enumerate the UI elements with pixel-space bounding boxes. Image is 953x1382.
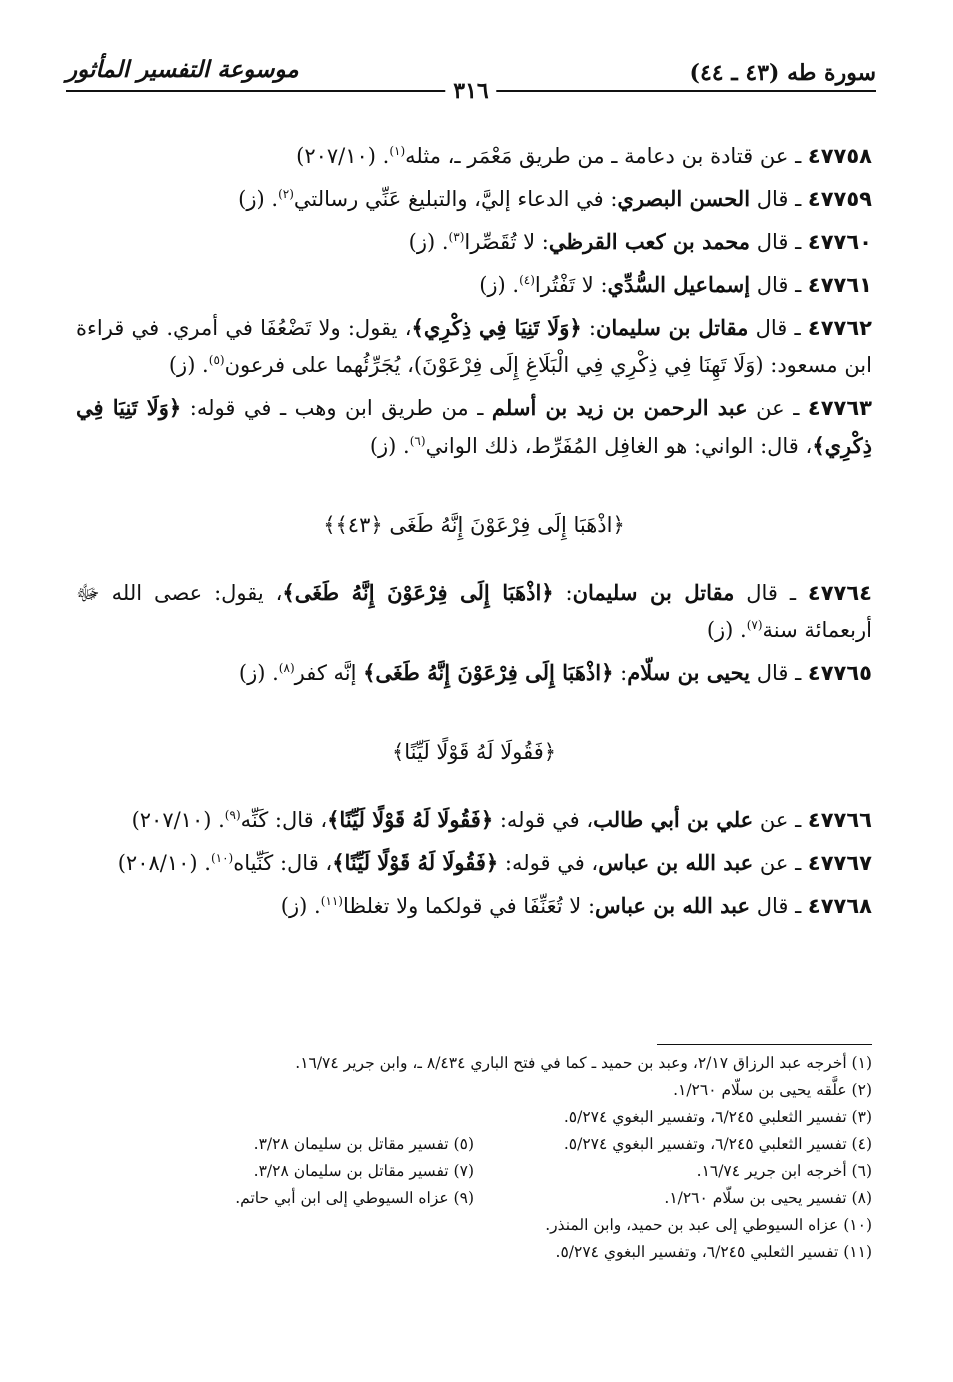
footnote-8: (٨) تفسير يحيى بن سلّام ١/٢٦٠. [664,1189,872,1207]
main-text [76,138,872,930]
narration-text: : [581,316,596,340]
narrator-name: محمد بن كعب القرظي [548,229,751,254]
narration-text: ، يقول: ولا تَضْعُفَا في أمري. في قراءة ابن مسعود: (وَلَا تَهِنَا فِي ذِكْرِي فِي الْبَلَاغِ إِلَى فِرْعَوْنَ)، يُجَرِّئُهما على فرعون [76,316,872,377]
narration-number: ٤٧٧٦٨ [807,894,872,918]
footnote-11: (١١) تفسير الثعلبي ٦/٢٤٥، وتفسير البغوي ٥/٢٧٤. [555,1243,872,1261]
narration-text: ـ قال [748,316,808,340]
narration-text: . (٢٠٨/١٠) [117,851,211,875]
narration-text: ـ قال [750,273,808,297]
narration-text: : [613,661,628,685]
narration-text: . (ز) [280,894,321,918]
narration-text: . (ز) [706,618,747,642]
narration-text: . (٢٠٧/١٠) [131,808,225,832]
narration-text: ، يقول: عصى الله ﷻ أربعمائة سنة [76,581,872,642]
narration-entry [76,574,872,649]
footnote-3: (٣) تفسير الثعلبي ٦/٢٤٥، وتفسير البغوي ٥/٢٧٤. [563,1108,872,1126]
narration-entry [76,801,872,839]
narration-entry [76,309,872,384]
narration-text: . (ز) [369,434,410,458]
narration-text: ـ من طريق ابن وهب ـ في قوله: [181,396,492,420]
narration-text: : لا تَفْتُرا [534,273,608,297]
narration-text: ـ قال [750,894,808,918]
verse-heading: ﴿فَقُولَا لَهُ قَوْلًا لَيِّنًا﴾ [391,740,557,764]
narration-number: ٤٧٧٦٢ [807,316,872,340]
footnote-7: (٧) تفسير مقاتل بن سليمان ٣/٢٨. [253,1162,474,1180]
footnote-row [76,1185,872,1212]
narration-text: : لا تُعَنِّفَا في قولكما ولا تغلظا [342,894,596,918]
work-title: موسوعة التفسير المأثور [66,56,299,83]
narration-entry [76,654,872,692]
quran-verse: ﴿وَلَا تَنِيَا فِي ذِكْرِي﴾ [411,315,582,340]
footnotes [76,1050,872,1266]
narration-entry [76,223,872,261]
narration-number: ٤٧٧٦٦ [807,808,872,832]
footnote-ref: (٤) [519,273,535,287]
footnote-ref: (١١) [320,894,343,908]
narration-number: ٤٧٧٦١ [807,273,872,297]
narration-entry [76,844,872,882]
narrator-name: الحسن البصري [617,186,751,211]
narration-text: ـ قال [750,661,808,685]
footnote-ref: (١) [389,144,406,158]
narration-text: ـ قال [734,581,808,605]
verse-heading: ﴿اذْهَبَا إِلَى فِرْعَوْنَ إِنَّهُ طَغَى ﴿٤٣﴾﴾ [323,513,625,537]
footnote-2: (٢) علَّقه يحيى بن سلّام ١/٢٦٠. [673,1081,872,1099]
narration-text: . (ز) [238,187,279,211]
narration-text: ، قال: كَنِّياه [233,851,333,875]
narration-text: . (ز) [408,230,449,254]
footnote-10: (١٠) عزاه السيوطي إلى عبد بن حميد، وابن المنذر. [545,1216,872,1234]
narration-text: ـ عن [747,396,808,420]
narration-text: ـ عن [753,851,808,875]
narration-text: ، في قوله: [498,851,599,875]
footnote-ref: (٢) [278,187,294,201]
narrator-name: مقاتل بن سليمان [595,315,749,340]
narration-entry [76,266,872,304]
narrator-name: عبد الله بن عباس [595,893,751,918]
surah-title: سورة طه (٤٣ ـ ٤٤) [689,60,876,86]
narration-entry [76,138,872,175]
narrator-name: عبد الله بن عباس [598,850,754,875]
narration-text: ، قال: الواني: هو الغافِل المُفَرِّط، ذلك الواني [425,434,813,458]
narration-text: . (٢٠٧/١٠) [296,144,390,168]
footnote-4: (٤) تفسير الثعلبي ٦/٢٤٥، وتفسير البغوي ٥/٢٧٤. [563,1135,872,1153]
narrator-name: مقاتل بن سليمان [572,580,735,605]
quran-verse: ﴿فَقُولَا لَهُ قَوْلًا لَيِّنًا﴾ [332,850,499,875]
footnote-6: (٦) أخرجه ابن جرير ١٦/٧٤. [696,1162,872,1180]
footnote-ref: (٧) [746,618,763,632]
narration-number: ٤٧٧٦٥ [807,661,872,685]
footnote-5: (٥) تفسير مقاتل بن سليمان ٣/٢٨. [253,1135,474,1153]
narration-number: ٤٧٧٥٨ [807,144,872,168]
footnote-ref: (٦) [409,434,426,448]
footnote-ref: (٥) [208,353,225,367]
footnote-ref: (٩) [224,808,241,822]
narration-text: ـ عن [753,808,808,832]
footnote-separator [657,1044,872,1045]
narration-text: إنَّه كفر [294,661,364,685]
narration-text: . (ز) [479,273,520,297]
footnote-1: (١) أخرجه عبد الرزاق ٢/١٧، وعبد بن حميد ـ كما في فتح الباري ٨/٤٣٤ ـ، وابن جرير ١٦/٧٤. [295,1054,872,1072]
narration-text: ـ قال [750,230,808,254]
footnote-ref: (٣) [448,230,465,244]
narration-number: ٤٧٧٦٠ [807,230,872,254]
narration-number: ٤٧٧٦٤ [807,581,872,605]
quran-verse: ﴿اذْهَبَا إِلَى فِرْعَوْنَ إِنَّهُ طَغَى﴾ [363,660,614,685]
narrator-name: إسماعيل السُّدِّي [607,272,751,297]
narration-number: ٤٧٧٥٩ [807,187,872,211]
narrator-name: عبد الرحمن بن زيد بن أسلم [491,395,748,420]
narrator-name: يحيى بن سلّام [627,660,751,685]
footnote-ref: (١٠) [210,851,234,865]
narration-text: . (ز) [238,661,279,685]
narration-text: ـ قال [750,187,808,211]
footnote-row [76,1158,872,1185]
narration-text: ـ عن قتادة بن دعامة ـ من طريق مَعْمَر ـ، مثله [405,144,808,168]
narration-text: ، قال: كَنِّه [240,808,328,832]
narration-text: : [553,581,573,605]
footnote-9: (٩) عزاه السيوطي إلى ابن أبي حاتم. [235,1189,474,1207]
narration-text: ، في قوله: [493,808,594,832]
quran-verse: ﴿فَقُولَا لَهُ قَوْلًا لَيِّنًا﴾ [327,807,494,832]
footnote-row [76,1131,872,1158]
narration-number: ٤٧٧٦٣ [807,396,872,420]
narration-text: . (ز) [168,353,209,377]
narration-entry [76,389,872,465]
page-header [66,52,876,108]
page-number: ٣١٦ [445,78,496,104]
quran-verse: ﴿وَلَا تَنِيَا فِي ذِكْرِي﴾ [76,395,872,458]
narration-text: : في الدعاء إليَّ، والتبليغ عَنِّي رسالتي [293,187,618,211]
narration-number: ٤٧٧٦٧ [807,851,872,875]
narration-text: : لا تُقَصِّرا [464,230,549,254]
quran-verse: ﴿اذْهَبَا إِلَى فِرْعَوْنَ إِنَّهُ طَغَى﴾ [282,580,554,605]
narrator-name: علي بن أبي طالب [593,807,754,832]
narration-entry [76,180,872,218]
footnote-ref: (٨) [278,661,295,675]
narration-entry [76,887,872,925]
